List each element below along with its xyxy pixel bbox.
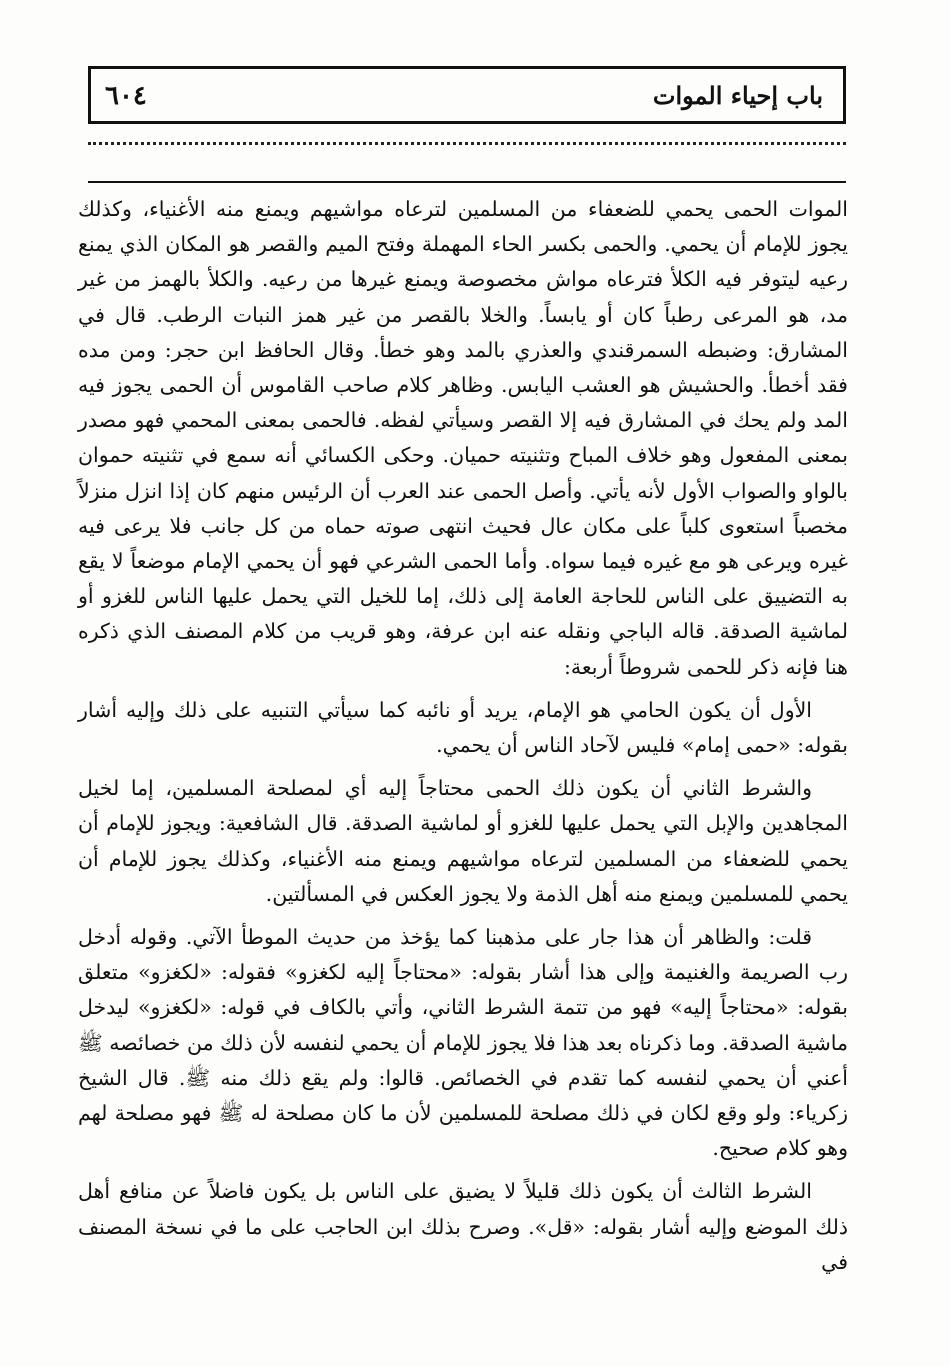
dotted-separator <box>88 142 846 145</box>
page-header <box>88 66 846 124</box>
paragraph-note: قلت: والظاهر أن هذا جار على مذهبنا كما يؤخذ من حديث الموطأ الآتي. وقوله أدخل رب الصريمة والغنيمة وإلى هذا أشار بقوله: «محتاجاً إليه لكغزو» فقوله: «لكغزو» متعلق بقوله: «محتاجاً إليه» فهو من تتمة الشرط الثاني، وأتي بالكاف في قوله: «لكغزو» ليدخل ماشية الصدقة. وما ذكرناه بعد هذا فلا يجوز للإمام أن يحمي لنفسه لأن ذلك من خصائصه ﷺ أعني أن يحمي لنفسه كما تقدم في الخصائص. قالوا: ولم يقع ذلك منه ﷺ. قال الشيخ زكرياء: ولو وقع لكان في ذلك مصلحة للمسلمين لأن ما كان مصلحة له ﷺ فهو مصلحة لهم وهو كلام صحيح. <box>78 925 848 1161</box>
body-text <box>78 192 848 1288</box>
header-rule <box>88 181 846 183</box>
paragraph-condition-two: والشرط الثاني أن يكون ذلك الحمى محتاجاً إليه أي لمصلحة المسلمين، إما لخيل المجاهدين والإبل التي يحمل عليها للغزو أو لماشية الصدقة. قال الشافعية: ويجوز للإمام أن يحمي للضعفاء من المسلمين لترعاه مواشيهم ويمنع منه الأغنياء، وكذلك يجوز للإمام أن يحمي للمسلمين ويمنع منه أهل الذمة ولا يجوز العكس في المسألتين. <box>78 776 848 906</box>
paragraph-condition-three: الشرط الثالث أن يكون ذلك قليلاً لا يضيق على الناس بل يكون فاضلاً عن منافع أهل ذلك الموضع وإليه أشار بقوله: «قل». وصرح بذلك ابن الحاجب على ما في نسخة المصنف في <box>78 1179 848 1274</box>
paragraph-condition-one: الأول أن يكون الحامي هو الإمام، يريد أو نائبه كما سيأتي التنبيه على ذلك وإليه أشار بقوله: «حمى إمام» فليس لآحاد الناس أن يحمي. <box>78 697 848 758</box>
paragraph-continuation: الموات الحمى يحمي للضعفاء من المسلمين لترعاه مواشيهم ويمنع منه الأغنياء، وكذلك يجوز للإمام أن يحمي. والحمى بكسر الحاء المهملة وفتح الميم والقصر هو المكان الذي يمنع رعيه ليتوفر فيه الكلأ فترعاه مواش مخصوصة ويمنع غيرها من رعيه. والكلأ بالهمز من غير مد، هو المرعى رطباً كان أو يابساً. والخلا بالقصر من غير همز النبات الرطب. قال في المشارق: وضبطه السمرقندي والعذري بالمد وهو خطأ. وقال الحافظ ابن حجر: ومن مده فقد أخطأ. والحشيش هو العشب اليابس. وظاهر كلام صاحب القاموس أن الحمى يجوز فيه المد ولم يحك في المشارق فيه إلا القصر وسيأتي لفظه. فالحمى بمعنى المحمي فهو مصدر بمعنى المفعول وهو خلاف المباح وتثنيته حميان. وحكى الكسائي أنه سمع في تثنيته حموان بالواو والصواب الأول لأنه يأتي. وأصل الحمى عند العرب أن الرئيس منهم كان إذا انزل منزلاً مخصباً استعوى كلباً على مكان عال فحيث انتهى صوته حماه من كل جانب فلا يرعى فيه غيره ويرعى هو مع غيره فيما سواه. وأما الحمى الشرعي فهو أن يحمي الإمام موضعاً لا يقع به التضييق على الناس للحاجة العامة إلى ذلك، إما للخيل التي يحمل عليها الناس للغزو أو لماشية الصدقة. قاله الباجي ونقله عنه ابن عرفة، وهو قريب من كلام المصنف الذي ذكره هنا فإنه ذكر للحمى شروطاً أربعة: <box>78 197 848 679</box>
running-title: باب إحياء الموات <box>652 81 823 110</box>
page-number: ٦٠٤ <box>105 81 147 111</box>
